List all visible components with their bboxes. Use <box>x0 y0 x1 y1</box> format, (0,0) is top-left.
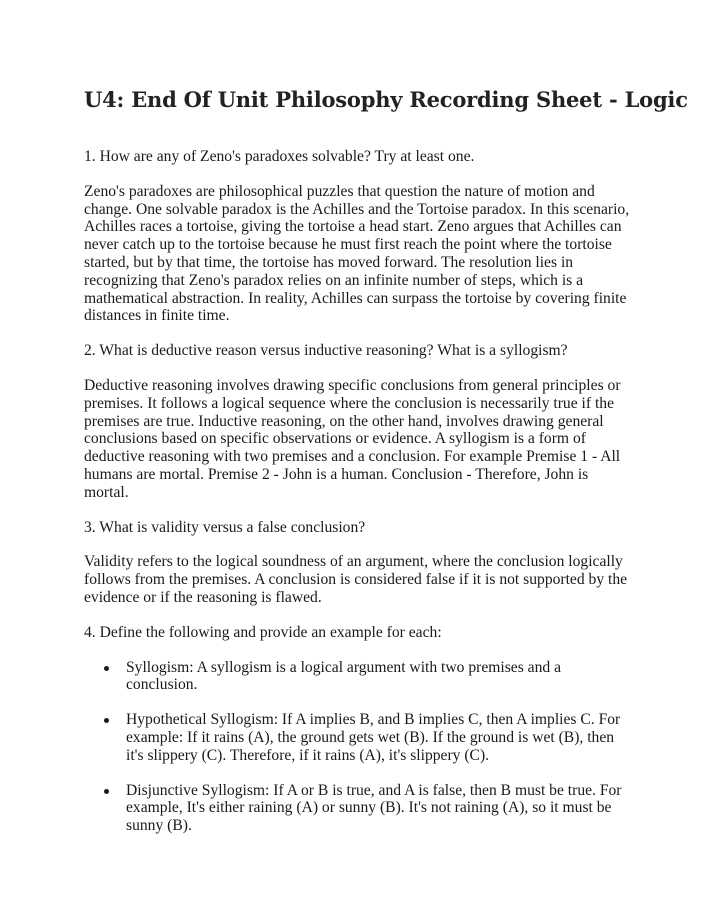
list-item-disjunctive-syllogism <box>126 782 632 835</box>
answer-1: Zeno's paradoxes are philosophical puzzles that question the nature of motion and change. One solvable paradox is the Achilles and the Tortoise paradox. In this scenario, Achilles races a tortoise, giving the tortoise a head start. Zeno argues that Achilles can never catch up to the tortoise because he must first reach the point where the tortoise started, but by that time, the tortoise has moved forward. The resolution lies in recognizing that Zeno's paradox relies on an infinite number of steps, which is a mathematical abstraction. In reality, Achilles can surpass the tortoise by covering finite distances in finite time. <box>84 182 630 325</box>
definitions-list <box>84 659 632 835</box>
bullet-icon <box>104 718 109 723</box>
question-1: 1. How are any of Zeno's paradoxes solvable? Try at least one. <box>84 148 475 165</box>
bullet-icon <box>104 666 109 671</box>
list-item-text: Syllogism: A syllogism is a logical argument with two premises and a conclusion. <box>126 658 562 694</box>
answer-3: Validity refers to the logical soundness of an argument, where the conclusion logically follows from the premises. A conclusion is considered false if it is not supported by the evidence or if the reasoning is flawed. <box>84 553 628 606</box>
question-3: 3. What is validity versus a false conclusion? <box>84 518 366 536</box>
bullet-icon <box>104 789 109 794</box>
answer-2: Deductive reasoning involves drawing specific conclusions from general principles or premises. It follows a logical sequence where the conclusion is necessarily true if the premises are true. Inductive reasoning, on the other hand, involves drawing general conclusions based on specific observations or evidence. A syllogism is a form of deductive reasoning with two premises and a conclusion. For example Premise 1 - All humans are mortal. Premise 2 - John is a human. Conclusion - Therefore, John is mortal. <box>84 376 621 501</box>
list-item-text: Disjunctive Syllogism: If A or B is true, and A is false, then B must be true. For example, It's either raining (A) or sunny (B). It's not raining (A), so it must be sunny (B). <box>126 781 622 835</box>
document-page <box>84 86 688 852</box>
list-item-text: Hypothetical Syllogism: If A implies B, and B implies C, then A implies C. For example: If it rains (A), the ground gets wet (B). If the ground is wet (B), then it's slippery (C). Therefore, if it rains (A), it's slippery (C). <box>126 711 621 764</box>
question-2: 2. What is deductive reason versus inductive reasoning? What is a syllogism? <box>84 342 568 360</box>
list-item-syllogism <box>126 659 632 695</box>
list-item-hypothetical-syllogism <box>126 711 632 764</box>
question-4: 4. Define the following and provide an example for each: <box>84 623 442 641</box>
page-title: U4: End Of Unit Philosophy Recording Sheet - Logic <box>84 87 688 112</box>
